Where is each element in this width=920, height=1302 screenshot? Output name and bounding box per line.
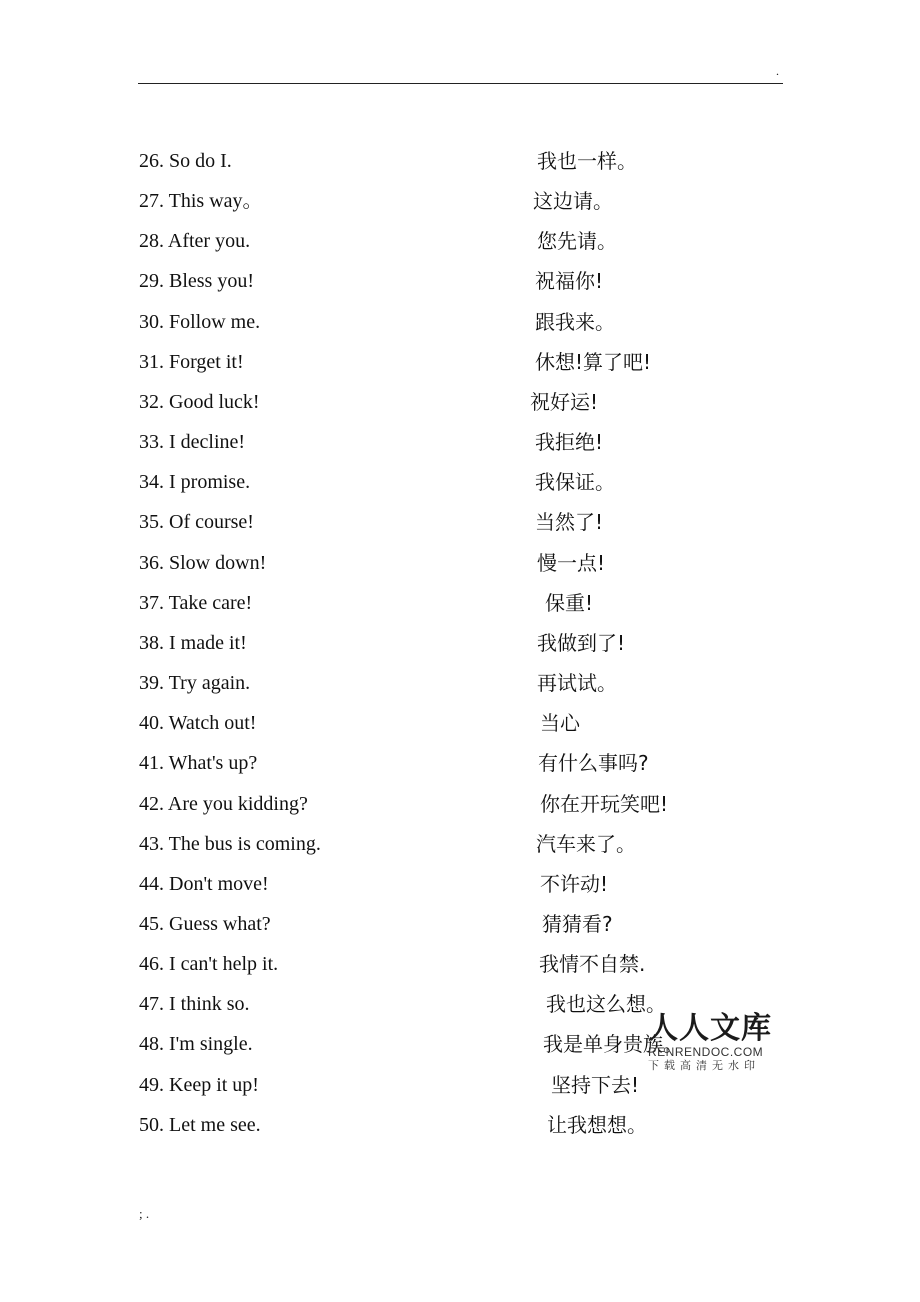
watermark-logo: 人人文库 <box>648 1011 772 1046</box>
english-phrase: 48. I'm single. <box>139 1033 253 1056</box>
list-item <box>0 261 920 301</box>
list-item <box>0 342 920 382</box>
english-phrase: 39. Try again. <box>139 672 251 695</box>
chinese-translation: 保重! <box>545 590 594 615</box>
english-phrase: 27. This way。 <box>139 190 263 213</box>
chinese-translation: 有什么事吗? <box>538 751 649 776</box>
chinese-translation: 让我想想。 <box>547 1112 647 1137</box>
chinese-translation: 我也一样。 <box>537 149 637 173</box>
list-item <box>0 743 920 783</box>
chinese-translation: 我是单身贵族。 <box>543 1032 683 1057</box>
chinese-translation: 休想!算了吧! <box>535 349 652 374</box>
watermark-url: RENRENDOC.COM <box>648 1045 764 1059</box>
chinese-translation: 我拒绝! <box>535 430 604 455</box>
chinese-translation: 再试试。 <box>537 671 617 696</box>
english-phrase: 41. What's up? <box>139 752 258 775</box>
chinese-translation: 我也这么想。 <box>546 992 666 1017</box>
chinese-translation: 跟我来。 <box>535 309 615 334</box>
list-item <box>0 221 920 261</box>
header-rule <box>138 83 783 84</box>
list-item <box>0 543 920 583</box>
english-phrase: 26. So do I. <box>139 150 232 172</box>
list-item <box>0 302 920 342</box>
english-phrase: 29. Bless you! <box>139 270 254 293</box>
list-item <box>0 1105 920 1145</box>
list-item <box>0 502 920 542</box>
chinese-translation: 祝福你! <box>535 269 604 294</box>
list-item <box>0 1024 920 1064</box>
list-item <box>0 904 920 944</box>
watermark-tagline: 下载高清无水印 <box>648 1059 760 1072</box>
list-item <box>0 623 920 663</box>
english-phrase: 40. Watch out! <box>139 712 257 735</box>
list-item <box>0 824 920 864</box>
english-phrase: 42. Are you kidding? <box>139 792 308 815</box>
english-phrase: 36. Slow down! <box>139 551 267 574</box>
list-item <box>0 784 920 824</box>
list-item <box>0 663 920 703</box>
english-phrase: 30. Follow me. <box>139 310 261 333</box>
english-phrase: 28. After you. <box>139 230 251 253</box>
english-phrase: 32. Good luck! <box>139 390 260 413</box>
chinese-translation: 我做到了! <box>537 630 626 655</box>
english-phrase: 46. I can't help it. <box>139 953 279 976</box>
list-item <box>0 181 920 221</box>
english-phrase: 49. Keep it up! <box>139 1073 259 1096</box>
chinese-translation: 我情不自禁. <box>539 952 646 977</box>
list-item <box>0 703 920 743</box>
english-phrase: 34. I promise. <box>139 471 251 494</box>
chinese-translation: 当然了! <box>535 510 604 535</box>
chinese-translation: 我保证。 <box>535 470 615 495</box>
list-item <box>0 462 920 502</box>
english-phrase: 50. Let me see. <box>139 1113 261 1136</box>
chinese-translation: 慢一点! <box>537 550 606 575</box>
english-phrase: 38. I made it! <box>139 631 247 654</box>
chinese-translation: 猜猜看? <box>542 911 613 936</box>
list-item <box>0 984 920 1024</box>
list-item <box>0 583 920 623</box>
chinese-translation: 祝好运! <box>530 389 599 414</box>
chinese-translation: 你在开玩笑吧! <box>540 791 669 816</box>
header-dot: . <box>776 64 779 78</box>
chinese-translation: 坚持下去! <box>551 1072 640 1097</box>
list-item <box>0 141 920 181</box>
english-phrase: 31. Forget it! <box>139 350 244 373</box>
list-item <box>0 1065 920 1105</box>
english-phrase: 37. Take care! <box>139 591 253 614</box>
chinese-translation: 当心 <box>540 711 580 736</box>
english-phrase: 47. I think so. <box>139 993 250 1016</box>
english-phrase: 33. I decline! <box>139 431 246 454</box>
list-item <box>0 864 920 904</box>
chinese-translation: 您先请。 <box>537 229 617 254</box>
list-item <box>0 382 920 422</box>
chinese-translation: 汽车来了。 <box>536 831 636 856</box>
english-phrase: 45. Guess what? <box>139 912 271 935</box>
watermark <box>648 1012 778 1073</box>
english-phrase: 35. Of course! <box>139 511 254 534</box>
list-item <box>0 944 920 984</box>
footer-mark: ; . <box>139 1206 150 1221</box>
english-phrase: 44. Don't move! <box>139 872 269 895</box>
list-item <box>0 422 920 462</box>
english-phrase: 43. The bus is coming. <box>139 832 321 855</box>
phrase-list <box>0 141 920 1145</box>
chinese-translation: 不许动! <box>540 871 609 896</box>
chinese-translation: 这边请。 <box>533 189 613 214</box>
